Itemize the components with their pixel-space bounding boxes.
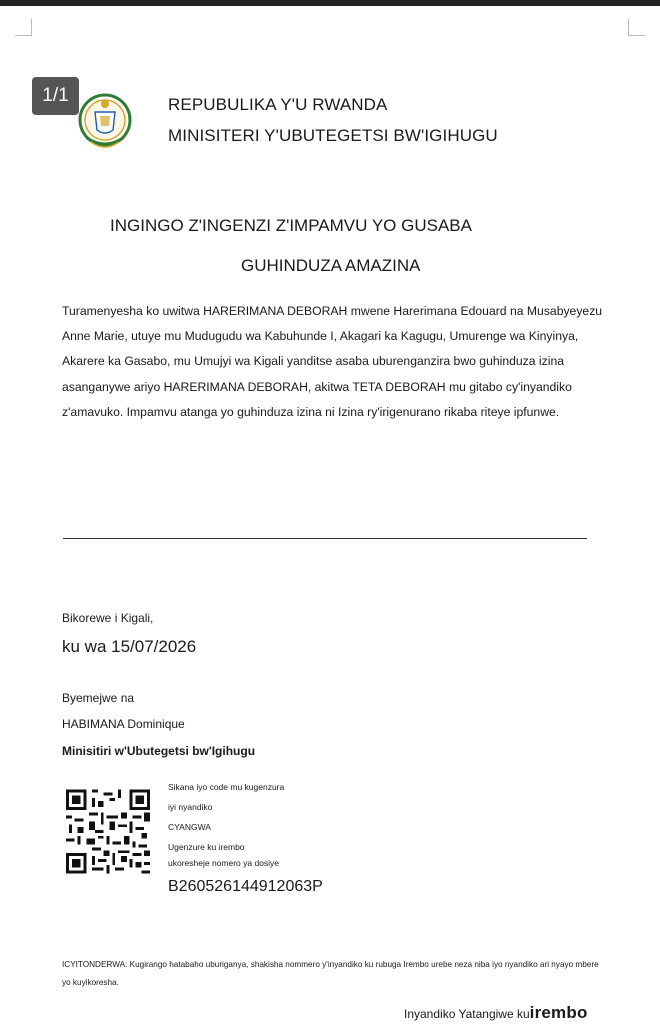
verify-instruction-4: ukoresheje nomero ya dosiye bbox=[168, 858, 280, 868]
document-title-line-1: INGINGO Z'INGENZI Z'IMPAMVU YO GUSABA bbox=[110, 216, 472, 235]
rwanda-coat-of-arms-icon bbox=[77, 90, 133, 156]
verify-instruction-2: iyi nyandiko bbox=[168, 802, 213, 812]
footer-prefix: Inyandiko Yatangiwe ku bbox=[404, 1007, 530, 1021]
issuer-footer bbox=[404, 1003, 588, 1023]
page-corner-mark-right bbox=[628, 19, 645, 36]
approver-name: HABIMANA Dominique bbox=[62, 717, 185, 731]
approved-by-label: Byemejwe na bbox=[62, 691, 135, 705]
signing-date: ku wa 15/07/2026 bbox=[62, 637, 197, 656]
verify-instruction-1: Sikana iyo code mu kugenzura bbox=[168, 782, 285, 792]
page-corner-mark-left bbox=[15, 19, 32, 36]
qr-code-icon[interactable] bbox=[66, 788, 150, 875]
irembo-brand: irembo bbox=[529, 1003, 588, 1022]
signing-place: Bikorewe i Kigali, bbox=[62, 611, 154, 625]
dossier-number: B260526144912063P bbox=[168, 878, 323, 895]
document-title-line-2: GUHINDUZA AMAZINA bbox=[241, 256, 421, 275]
page-indicator-badge[interactable]: 1/1 bbox=[32, 77, 79, 115]
warning-note: ICYITONDERWA: Kugirango hatabaho uburiganya, shakisha nommero y'inyandiko ku rubuga Irembo urebe neza niba iyo nyandiko ari nyayo mbere yo kuyikoresha. bbox=[62, 960, 599, 987]
header-country: REPUBULIKA Y'U RWANDA bbox=[168, 95, 388, 114]
header-ministry: MINISITERI Y'UBUTEGETSI BW'IGIHUGU bbox=[168, 126, 498, 145]
announcement-body: Turamenyesha ko uwitwa HARERIMANA DEBORAH mwene Harerimana Edouard na Musabyeyezu Anne Marie, utuye mu Mudugudu wa Kabuhunde I, Akagari ka Kagugu, Umurenge wa Kinyinya, Akarere ka Gasabo, mu Umujyi wa Kigali yanditse asaba uburenganzira bwo guhinduza izina asanganywe ariyo HARERIMANA DEBORAH, akitwa TETA DEBORAH mu gitabo cy'inyandiko z'amavuko. Impamvu atanga yo guhinduza izina ni Izina ry'irigenurano rikaba riteye ipfunwe. bbox=[62, 304, 603, 419]
separator-line bbox=[63, 538, 587, 539]
verify-instruction-3: Ugenzure ku irembo bbox=[168, 842, 245, 852]
verify-instruction-or: CYANGWA bbox=[168, 822, 211, 832]
approver-office: Minisitiri w'Ubutegetsi bw'Igihugu bbox=[62, 744, 256, 758]
viewer-top-bar bbox=[0, 0, 660, 6]
